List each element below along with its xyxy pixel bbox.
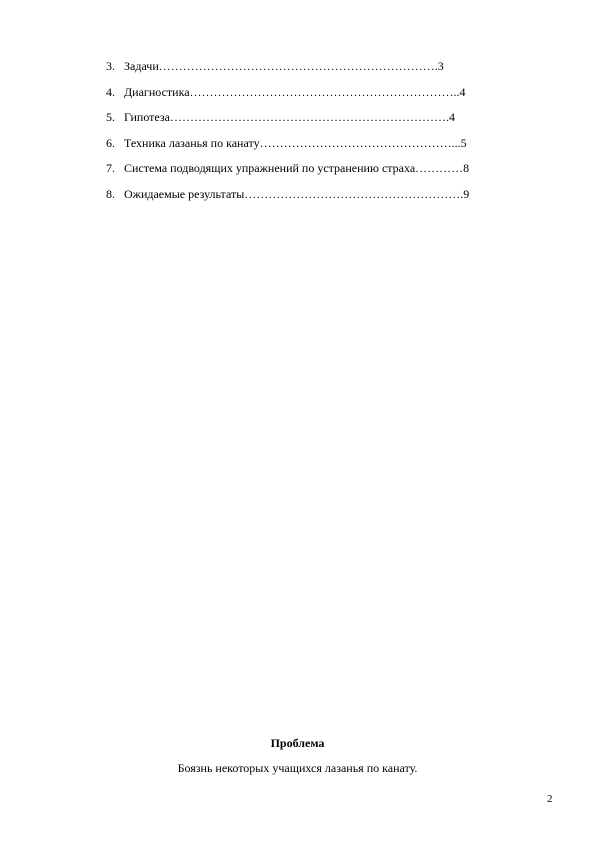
toc-item-number: 8. (106, 186, 115, 201)
problem-heading: Проблема (270, 736, 325, 750)
toc-item-hypothesis (106, 109, 526, 135)
toc-item-tasks (106, 58, 526, 84)
toc-item-number: 6. (106, 135, 115, 150)
toc-item-text: Ожидаемые результаты……………………………………………….9 (124, 186, 470, 201)
toc-item-exercise-system (106, 160, 526, 186)
toc-item-text: Диагностика…………………………………………………………..4 (124, 84, 466, 99)
toc-item-text: Задачи…………………………………………………………….3 (124, 59, 444, 73)
toc-item-number: 7. (106, 161, 115, 175)
problem-statement: Боязнь некоторых учащихся лазанья по канату. (177, 761, 418, 775)
toc-item-number: 5. (106, 110, 115, 124)
toc-item-text: Система подводящих упражнений по устранению страха…………8 (124, 161, 470, 175)
toc-item-text: Гипотеза…………………………………………………………….4 (124, 110, 455, 124)
toc-item-text: Техника лазанья по канату…………………………………………...5 (124, 135, 467, 150)
toc-item-number: 4. (106, 84, 115, 99)
toc-item-diagnostics (106, 84, 526, 110)
toc-item-expected-results (106, 186, 526, 212)
toc-item-number: 3. (106, 59, 115, 73)
toc-item-rope-technique (106, 135, 526, 161)
page-number: 2 (547, 793, 553, 805)
table-of-contents (106, 58, 526, 211)
